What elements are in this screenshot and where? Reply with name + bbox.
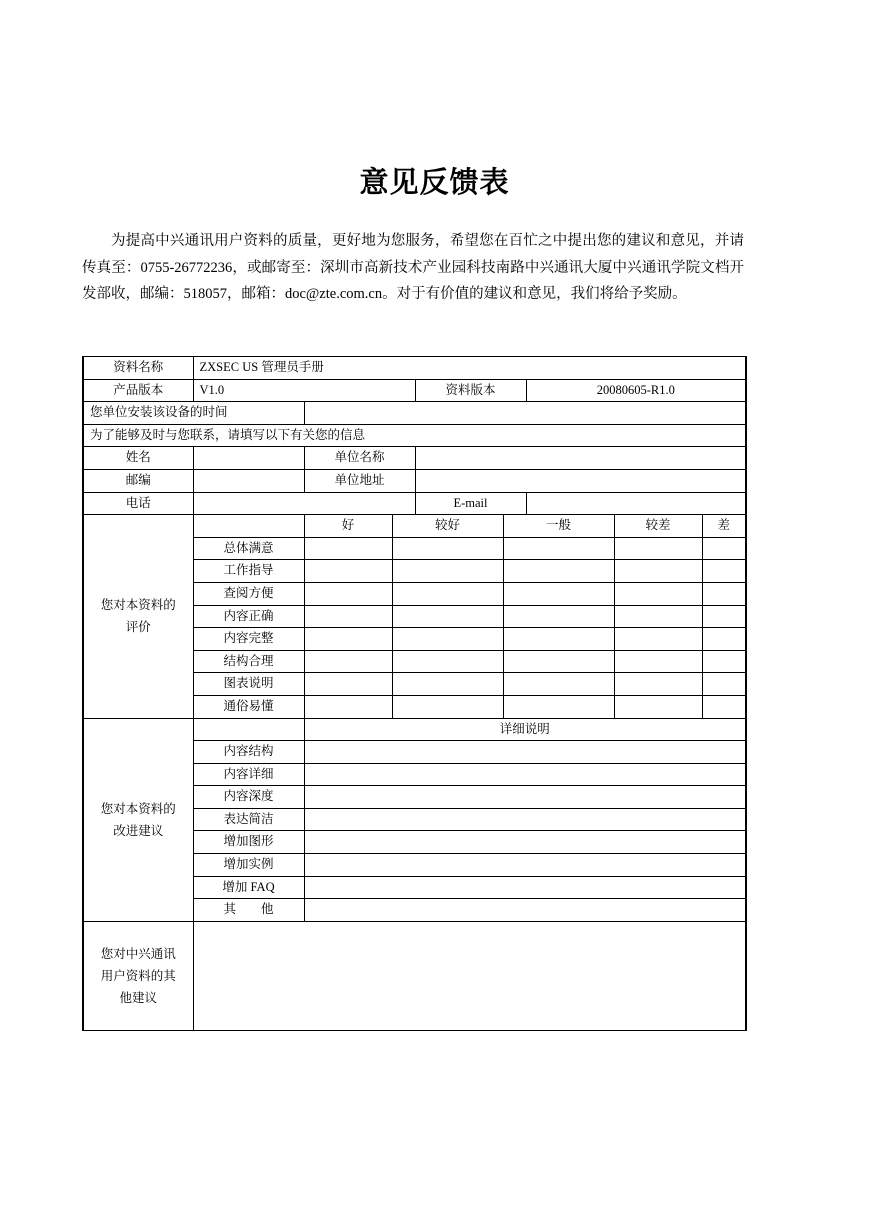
criterion-label: 内容完整 (193, 628, 304, 651)
detail-field[interactable] (304, 831, 746, 854)
address-label: 单位地址 (304, 469, 415, 492)
detail-field[interactable] (304, 808, 746, 831)
evaluation-section-label (83, 515, 193, 718)
detail-field[interactable] (304, 741, 746, 764)
improvement-item-label: 增加图形 (193, 831, 304, 854)
rating-cell[interactable] (304, 628, 392, 651)
improvement-item-label: 增加实例 (193, 854, 304, 877)
rating-cell[interactable] (702, 605, 746, 628)
rating-cell[interactable] (304, 673, 392, 696)
rating-cell[interactable] (614, 673, 702, 696)
rating-cell[interactable] (304, 605, 392, 628)
rating-cell[interactable] (304, 537, 392, 560)
phone-label: 电话 (83, 492, 193, 515)
email-field[interactable] (526, 492, 746, 515)
rating-cell[interactable] (702, 673, 746, 696)
rating-cell[interactable] (614, 537, 702, 560)
detail-header: 详细说明 (304, 718, 746, 741)
criterion-label: 图表说明 (193, 673, 304, 696)
criterion-label: 总体满意 (193, 537, 304, 560)
rating-cell[interactable] (503, 537, 614, 560)
rating-cell[interactable] (392, 605, 503, 628)
rating-cell[interactable] (304, 560, 392, 583)
rating-cell[interactable] (614, 582, 702, 605)
rating-cell[interactable] (614, 650, 702, 673)
rating-header-fairly-poor: 较差 (614, 515, 702, 538)
doc-version-value[interactable]: 20080605-R1.0 (526, 379, 746, 402)
rating-cell[interactable] (614, 628, 702, 651)
rating-cell[interactable] (392, 650, 503, 673)
other-section-label (83, 921, 193, 1030)
criterion-label: 通俗易懂 (193, 695, 304, 718)
rating-cell[interactable] (614, 605, 702, 628)
contact-intro: 为了能够及时与您联系，请填写以下有关您的信息 (83, 424, 746, 447)
rating-cell[interactable] (702, 695, 746, 718)
doc-name-value[interactable]: ZXSEC US 管理员手册 (193, 357, 746, 380)
improvement-item-label: 表达简洁 (193, 808, 304, 831)
other-section-text: 您对中兴通讯用户资料的其他建议 (100, 946, 176, 1005)
name-field[interactable] (193, 447, 304, 470)
rating-cell[interactable] (503, 650, 614, 673)
rating-header-poor: 差 (702, 515, 746, 538)
page-title: 意见反馈表 (359, 165, 510, 199)
rating-cell[interactable] (702, 537, 746, 560)
improvement-item-label: 增加 FAQ (193, 876, 304, 899)
improvement-header-blank (193, 718, 304, 741)
rating-cell[interactable] (503, 582, 614, 605)
detail-field[interactable] (304, 899, 746, 922)
rating-cell[interactable] (503, 605, 614, 628)
doc-name-label: 资料名称 (83, 357, 193, 380)
company-label: 单位名称 (304, 447, 415, 470)
rating-header-good: 好 (304, 515, 392, 538)
rating-header-fairly-good: 较好 (392, 515, 503, 538)
rating-cell[interactable] (392, 582, 503, 605)
rating-header-average: 一般 (503, 515, 614, 538)
detail-field[interactable] (304, 876, 746, 899)
product-version-label: 产品版本 (83, 379, 193, 402)
evaluation-section-text: 您对本资料的评价 (100, 598, 176, 635)
rating-cell[interactable] (614, 695, 702, 718)
improvement-item-label: 其 他 (193, 899, 304, 922)
rating-cell[interactable] (702, 628, 746, 651)
rating-cell[interactable] (503, 560, 614, 583)
rating-cell[interactable] (503, 695, 614, 718)
evaluation-header-blank (193, 515, 304, 538)
rating-cell[interactable] (392, 695, 503, 718)
rating-cell[interactable] (702, 560, 746, 583)
zip-field[interactable] (193, 469, 304, 492)
name-label: 姓名 (83, 447, 193, 470)
improvement-item-label: 内容结构 (193, 741, 304, 764)
rating-cell[interactable] (392, 628, 503, 651)
address-field[interactable] (415, 469, 746, 492)
rating-cell[interactable] (702, 582, 746, 605)
rating-cell[interactable] (702, 650, 746, 673)
improvement-item-label: 内容详细 (193, 763, 304, 786)
rating-cell[interactable] (392, 673, 503, 696)
email-label: E-mail (415, 492, 526, 515)
criterion-label: 结构合理 (193, 650, 304, 673)
improvement-section-label (83, 718, 193, 921)
rating-cell[interactable] (614, 560, 702, 583)
rating-cell[interactable] (392, 537, 503, 560)
detail-field[interactable] (304, 854, 746, 877)
install-time-label: 您单位安装该设备的时间 (83, 402, 304, 425)
criterion-label: 内容正确 (193, 605, 304, 628)
intro-paragraph: 为提高中兴通讯用户资料的质量，更好地为您服务，希望您在百忙之中提出您的建议和意见，并请传真至：0755-26772236，或邮寄至：深圳市高新技术产业园科技南路中兴通讯大厦中兴通讯学院文档开发部收，邮编：518057，邮箱：doc@zte.com.cn。对于有价值的建议和意见，我们将给予奖励。 (82, 233, 744, 302)
install-time-field[interactable] (304, 402, 746, 425)
phone-field[interactable] (193, 492, 415, 515)
company-field[interactable] (415, 447, 746, 470)
detail-field[interactable] (304, 763, 746, 786)
improvement-item-label: 内容深度 (193, 786, 304, 809)
doc-version-label: 资料版本 (415, 379, 526, 402)
rating-cell[interactable] (392, 560, 503, 583)
criterion-label: 工作指导 (193, 560, 304, 583)
other-suggestions-field[interactable] (193, 921, 746, 1030)
detail-field[interactable] (304, 786, 746, 809)
rating-cell[interactable] (304, 650, 392, 673)
rating-cell[interactable] (304, 695, 392, 718)
feedback-form-table (82, 356, 747, 1031)
product-version-value[interactable]: V1.0 (193, 379, 415, 402)
rating-cell[interactable] (503, 673, 614, 696)
zip-label: 邮编 (83, 469, 193, 492)
rating-cell[interactable] (304, 582, 392, 605)
criterion-label: 查阅方便 (193, 582, 304, 605)
improvement-section-text: 您对本资料的改进建议 (100, 801, 176, 838)
rating-cell[interactable] (503, 628, 614, 651)
